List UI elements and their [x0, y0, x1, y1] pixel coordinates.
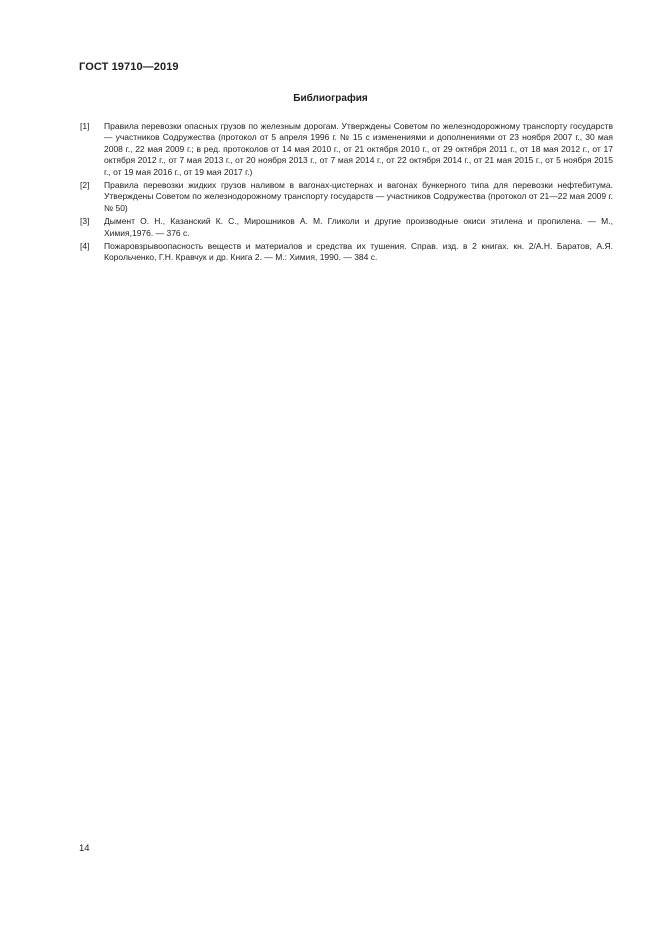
document-header: ГОСТ 19710—2019: [79, 61, 179, 73]
bibliography-entry-text: Правила перевозки опасных грузов по железным дорогам. Утверждены Советом по железнодорожному транспорту государств — участников Содружества (протокол от 5 апреля 1996 г. № 15 с изменениями и дополнениями от 23 ноября 2007 г., 30 мая 2008 г., 22 мая 2009 г.; в ред. протоколов от 14 мая 2010 г., от 21 октября 2010 г., от 29 октября 2011 г., от 18 мая 2012 г., от 17 октября 2012 г., от 7 мая 2013 г., от 20 ноября 2013 г., от 7 мая 2014 г., от 22 октября 2014 г., от 21 мая 2015 г., от 5 ноября 2015 г., от 19 мая 2016 г., от 19 мая 2017 г.): [104, 121, 613, 177]
bibliography-list: [79, 121, 613, 266]
bibliography-entry: [79, 180, 613, 214]
section-title: Библиография: [293, 93, 368, 104]
bibliography-entry: [79, 241, 613, 264]
bibliography-entry-number: [1]: [80, 121, 90, 131]
bibliography-entry-number: [2]: [80, 180, 90, 191]
bibliography-entry-number: [4]: [80, 241, 90, 252]
bibliography-entry-number: [3]: [80, 216, 90, 227]
page-number: 14: [79, 843, 90, 854]
bibliography-entry-text: Правила перевозки жидких грузов наливом в вагонах-цистернах и вагонах бункерного типа для перевозки нефтебитума. Утверждены Советом по железнодорожному транспорту государств — участников Содружества (протокол от 21—22 мая 2009 г. № 50): [104, 180, 613, 213]
bibliography-entry: [79, 216, 613, 239]
bibliography-entry-text: Пожаровзрывоопасность веществ и материалов и средства их тушения. Справ. изд. в 2 книгах. кн. 2/А.Н. Баратов, А.Я. Корольченко, Г.Н. Кравчук и др. Книга 2. — М.: Химия, 1990. — 384 с.: [104, 241, 613, 263]
bibliography-entry: [79, 121, 613, 178]
bibliography-entry-text: Дымент О. Н., Казанский К. С., Мирошников А. М. Гликоли и другие производные окиси этилена и пропилена. — М., Химия,1976. — 376 с.: [104, 216, 613, 238]
